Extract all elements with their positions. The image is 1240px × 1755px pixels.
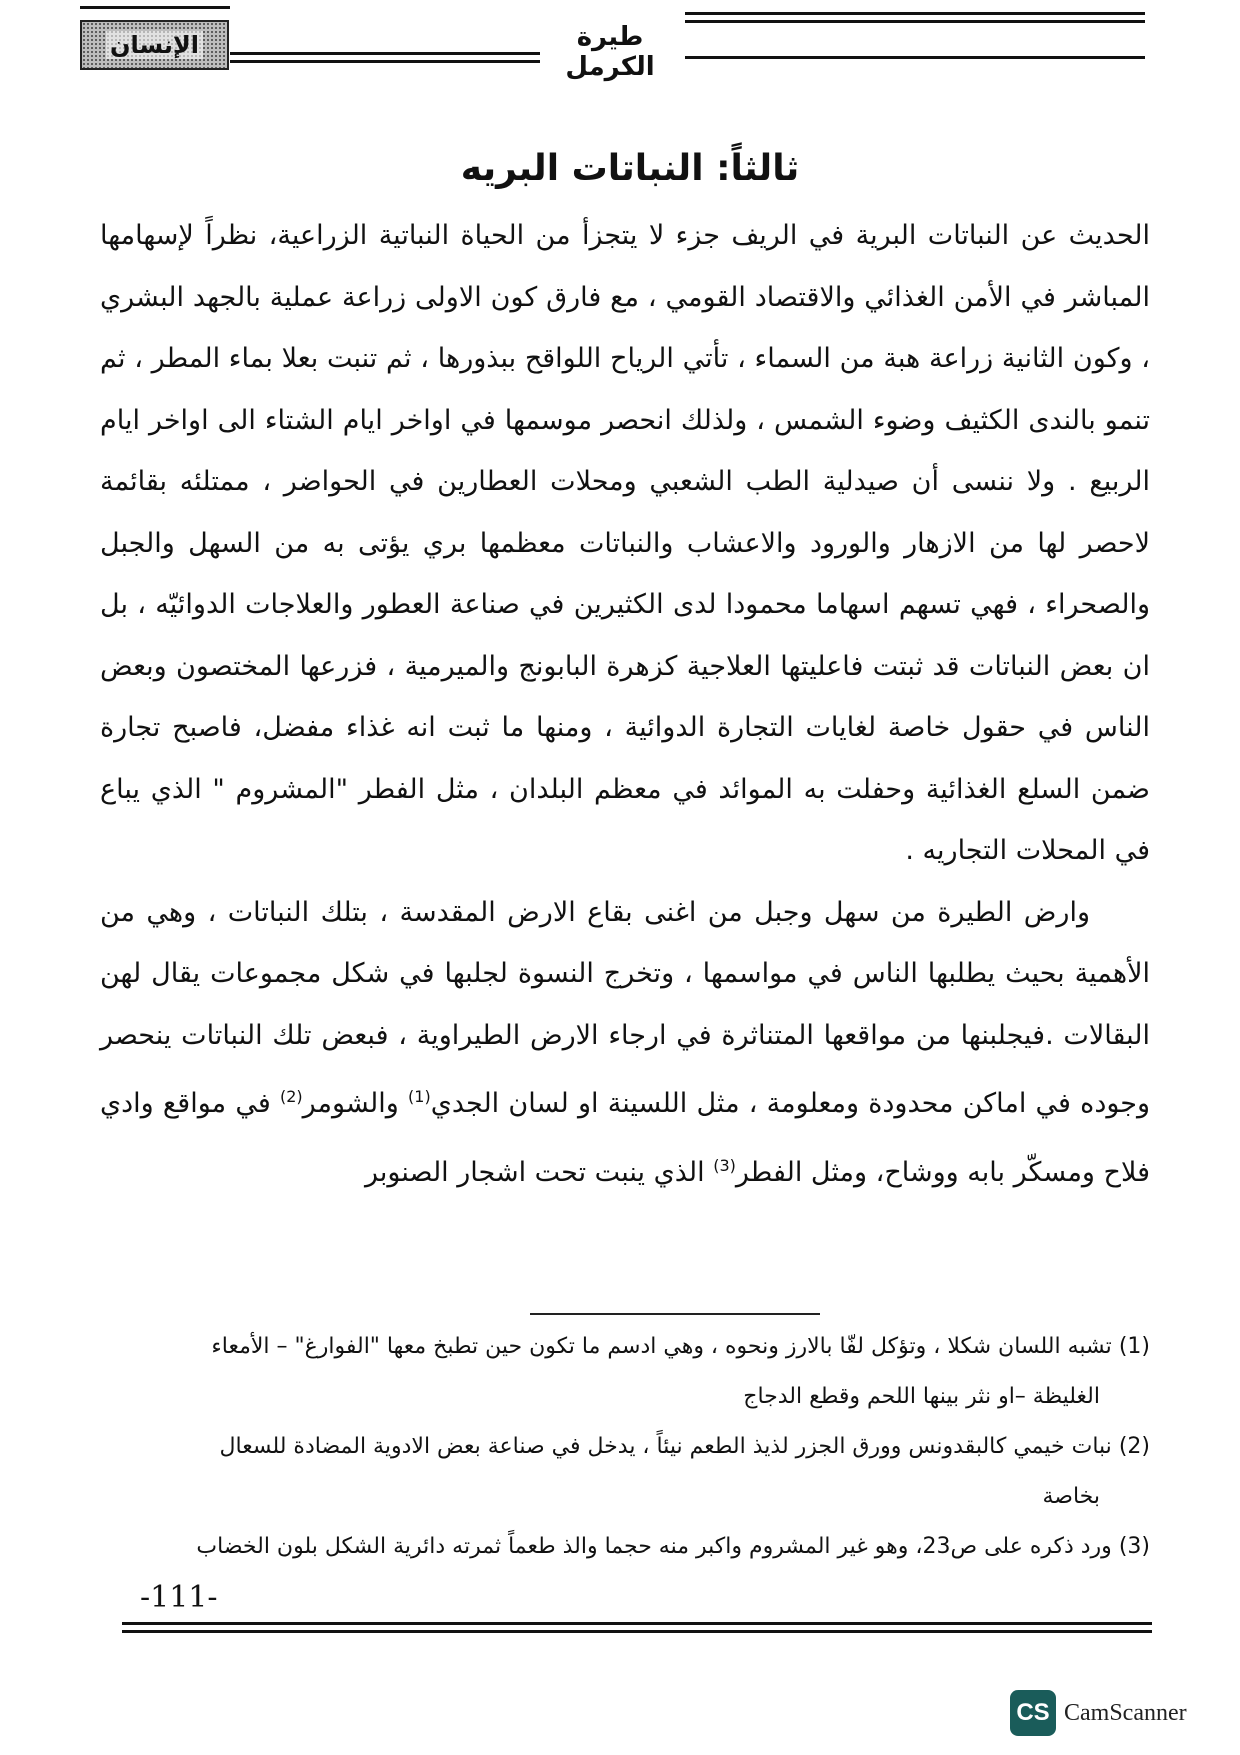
footnote (120, 1322, 1150, 1422)
paragraph (100, 882, 1150, 1204)
footnote-number: (2) (1118, 1434, 1150, 1459)
section-heading: ثالثاً: النباتات البريه (460, 148, 800, 189)
footnote (120, 1522, 1150, 1572)
footnote-text: تشبه اللسان شكلا ، وتؤكل لفّا بالارز ونحوه ، وهي ادسم ما تكون حين تطبخ معها "الفوارغ" – الأمعاء (211, 1334, 1112, 1359)
footnote-ref: (2) (279, 1087, 303, 1106)
footnotes (120, 1322, 1150, 1572)
footnote-ref: (3) (713, 1155, 736, 1175)
section-tag: الإنسان (106, 31, 203, 59)
footnote-text-continued: بخاصة (1042, 1484, 1100, 1509)
header-rule-right-bottom (685, 56, 1145, 64)
header-rule-right-top (685, 12, 1145, 28)
footnote-ref: (1) (408, 1087, 431, 1106)
page-number: -111- (140, 1580, 218, 1615)
header-rule-middle (230, 52, 540, 68)
footnote (120, 1422, 1150, 1522)
paragraph-text: في مواقع وادي فلاح ومسكّر بابه ووشاح، ومثل الفطر (100, 1088, 1150, 1188)
scanner-watermark (1010, 1690, 1187, 1736)
header-rule-left (80, 6, 230, 14)
footnote-text: ورد ذكره على ص23، وهو غير المشروم واكبر منه حجما والذ طعماً ثمرته دائرية الشكل بلون الخضاب (196, 1534, 1112, 1559)
paragraph-text: والشومر (302, 1088, 409, 1119)
footnote-number: (1) (1118, 1334, 1150, 1359)
footer-rule (122, 1622, 1152, 1638)
section-tag-box (80, 20, 229, 70)
body-text (100, 205, 1150, 1203)
paragraph: الحديث عن النباتات البرية في الريف جزء لا يتجزأ من الحياة النباتية الزراعية، نظراً لإسهامها المباشر في الأمن الغذائي والاقتصاد القومي ، مع فارق كون الاولى زراعة عملية بالجهد البشري ، وكون الثانية زراعة هبة من السماء ، تأتي الرياح اللواقح ببذورها ، ثم تنبت بعلا بماء المطر ، ثم تنمو بالندى الكثيف وضوء الشمس ، ولذلك انحصر موسمها في اواخر ايام الشتاء الى اواخر ايام الربيع . ولا ننسى أن صيدلية الطب الشعبي ومحلات العطارين في الحواضر ، ممتلئه بقائمة لاحصر لها من الازهار والورود والاعشاب والنباتات معظمها بري يؤتى به من السهل والجبل والصحراء ، فهي تسهم اسهاما محمودا لدى الكثيرين في صناعة العطور والعلاجات الدوائيّه ، بل ان بعض النباتات قد ثبتت فاعليتها العلاجية كزهرة البابونج والميرمية ، فزرعها المختصون وبعض الناس في حقول خاصة لغايات التجارة الدوائية ، ومنها ما ثبت انه غذاء مفضل، فاصبح تجارة ضمن السلع الغذائية وحفلت به الموائد في معظم البلدان ، مثل الفطر "المشروم " الذي يباع في المحلات التجاريه . (100, 220, 1150, 866)
camscanner-logo-icon: CS (1010, 1690, 1056, 1736)
paragraph-text: الذي ينبت تحت اشجار الصنوبر (365, 1156, 714, 1188)
running-title: طيرة الكرمل (565, 22, 655, 82)
watermark-text: CamScanner (1064, 1699, 1187, 1726)
footnote-text-continued: الغليظة –او نثر بينها اللحم وقطع الدجاج (743, 1384, 1100, 1409)
footnote-number: (3) (1118, 1534, 1150, 1559)
footnote-divider (530, 1313, 820, 1315)
footnote-text: نبات خيمي كالبقدونس وورق الجزر لذيذ الطعم نيئاً ، يدخل في صناعة بعض الادوية المضادة للسعال (219, 1434, 1112, 1459)
paragraph-text: وارض الطيرة من سهل وجبل من اغنى بقاع الارض المقدسة ، بتلك النباتات ، وهي من الأهمية بحيث يطلبها الناس في مواسمها ، وتخرج النسوة لجلبها في شكل مجموعات يقال لهن البقالات .فيجلبنها من مواقعها المتناثرة في ارجاء الارض الطيراوية ، فبعض تلك النباتات ينحصر وجوده في اماكن محدودة ومعلومة ، مثل اللسينة او لسان الجدي (100, 896, 1151, 1119)
